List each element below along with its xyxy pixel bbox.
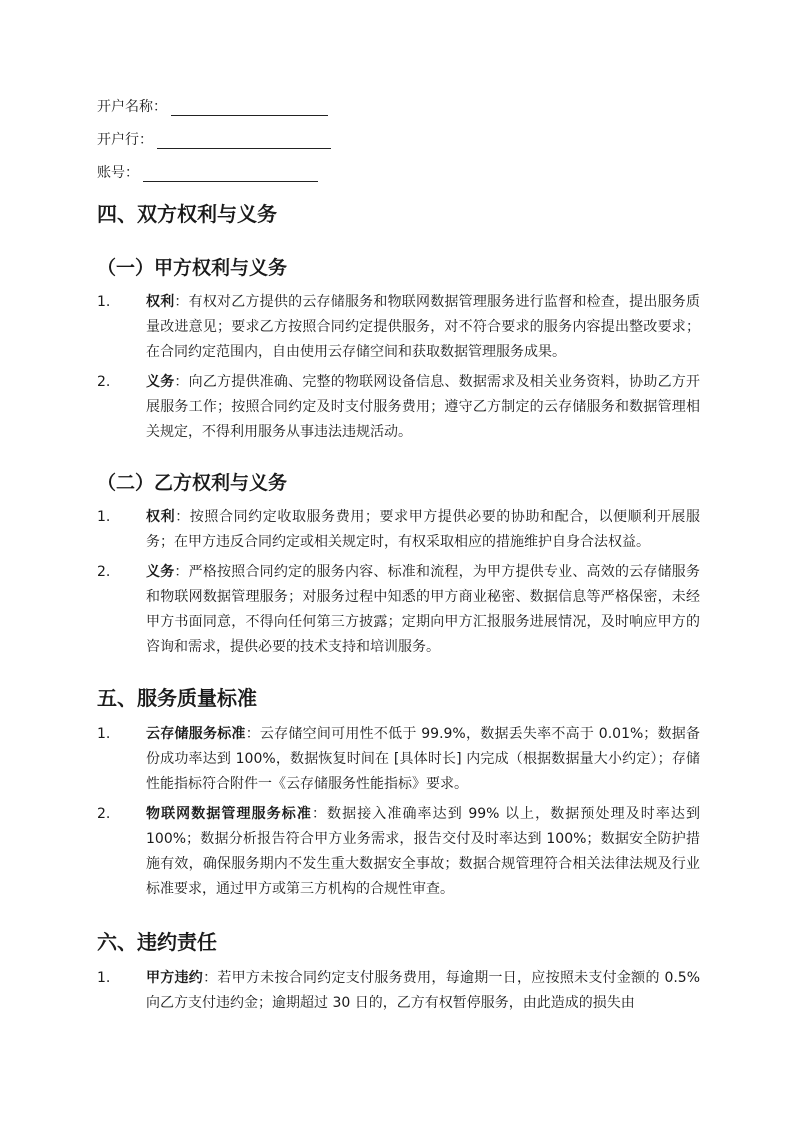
item-number: 2. bbox=[97, 374, 111, 390]
document-page bbox=[97, 94, 700, 1016]
list-item bbox=[97, 290, 700, 365]
list-item bbox=[97, 802, 700, 902]
list-item bbox=[97, 370, 700, 445]
item-title: 权利 bbox=[146, 509, 176, 525]
section-heading-liability: 六、违约责任 bbox=[97, 930, 217, 954]
field-bank bbox=[97, 127, 700, 149]
item-title: 云存储服务标准 bbox=[146, 726, 246, 742]
item-number: 1. bbox=[97, 509, 111, 525]
item-number: 2. bbox=[97, 564, 111, 580]
item-text: ：严格按照合同约定的服务内容、标准和流程，为甲方提供专业、高效的云存储服务和物联网数据管理服务；对服务过程中知悉的甲方商业秘密、数据信息等严格保密，未经甲方书面同意，不得向任何第三方披露；定期向甲方汇报服务进展情况，及时响应甲方的咨询和需求，提供必要的技术支持和培训服务。 bbox=[146, 564, 700, 655]
subsection-heading-party-a: （一）甲方权利与义务 bbox=[97, 257, 288, 279]
item-number: 1. bbox=[97, 726, 111, 742]
field-label: 开户名称： bbox=[97, 99, 167, 115]
section-heading-quality: 五、服务质量标准 bbox=[97, 686, 257, 710]
item-title: 甲方违约 bbox=[146, 970, 204, 986]
item-text: ：有权对乙方提供的云存储服务和物联网数据管理服务进行监督和检查，提出服务质量改进意见；要求乙方按照合同约定提供服务，对不符合要求的服务内容提出整改要求；在合同约定范围内，自由使用云存储空间和获取数据管理服务成果。 bbox=[146, 294, 700, 360]
item-body bbox=[146, 560, 700, 660]
item-title: 权利 bbox=[146, 294, 175, 310]
item-number: 2. bbox=[97, 806, 111, 822]
item-body bbox=[146, 802, 700, 902]
bank-blank[interactable] bbox=[157, 132, 331, 149]
item-title: 义务 bbox=[146, 564, 175, 580]
item-body bbox=[146, 290, 700, 365]
item-body bbox=[146, 505, 700, 555]
item-title: 义务 bbox=[146, 374, 175, 390]
item-body bbox=[146, 370, 700, 445]
field-account-name bbox=[97, 94, 700, 116]
list-item bbox=[97, 966, 700, 1016]
item-body bbox=[146, 722, 700, 797]
item-text: ：云存储空间可用性不低于 99.9%，数据丢失率不高于 0.01%；数据备份成功率达到 100%，数据恢复时间在 [具体时长] 内完成（根据数据量大小约定）；存储性能指标符合附件一《云存储服务性能指标》要求。 bbox=[146, 726, 701, 792]
list-item bbox=[97, 722, 700, 797]
field-account-number bbox=[97, 160, 700, 182]
field-label: 开户行： bbox=[97, 132, 153, 148]
item-number: 1. bbox=[97, 294, 111, 310]
list-item bbox=[97, 560, 700, 660]
account-number-blank[interactable] bbox=[143, 165, 318, 182]
item-text: ：数据接入准确率达到 99% 以上，数据预处理及时率达到 100%；数据分析报告符合甲方业务需求，报告交付及时率达到 100%；数据安全防护措施有效，确保服务期内不发生重大数据安全事故；数据合规管理符合相关法律法规及行业标准要求，通过甲方或第三方机构的合规性审查。 bbox=[146, 806, 700, 897]
item-text: ：按照合同约定收取服务费用；要求甲方提供必要的协助和配合，以便顺利开展服务；在甲方违反合同约定或相关规定时，有权采取相应的措施维护自身合法权益。 bbox=[146, 509, 701, 550]
field-label: 账号： bbox=[97, 165, 139, 181]
item-number: 1. bbox=[97, 970, 111, 986]
item-title: 物联网数据管理服务标准 bbox=[146, 806, 312, 822]
item-text: ：向乙方提供准确、完整的物联网设备信息、数据需求及相关业务资料，协助乙方开展服务工作；按照合同约定及时支付服务费用；遵守乙方制定的云存储服务和数据管理相关规定，不得利用服务从事违法违规活动。 bbox=[146, 374, 700, 440]
section-heading-rights: 四、双方权利与义务 bbox=[97, 202, 277, 226]
subsection-heading-party-b: （二）乙方权利与义务 bbox=[97, 472, 288, 494]
account-name-blank[interactable] bbox=[171, 99, 328, 116]
item-text: ：若甲方未按合同约定支付服务费用，每逾期一日，应按照未支付金额的 0.5% 向乙方支付违约金；逾期超过 30 日的，乙方有权暂停服务，由此造成的损失由 bbox=[146, 970, 701, 1011]
list-item bbox=[97, 505, 700, 555]
item-body bbox=[146, 966, 700, 1016]
